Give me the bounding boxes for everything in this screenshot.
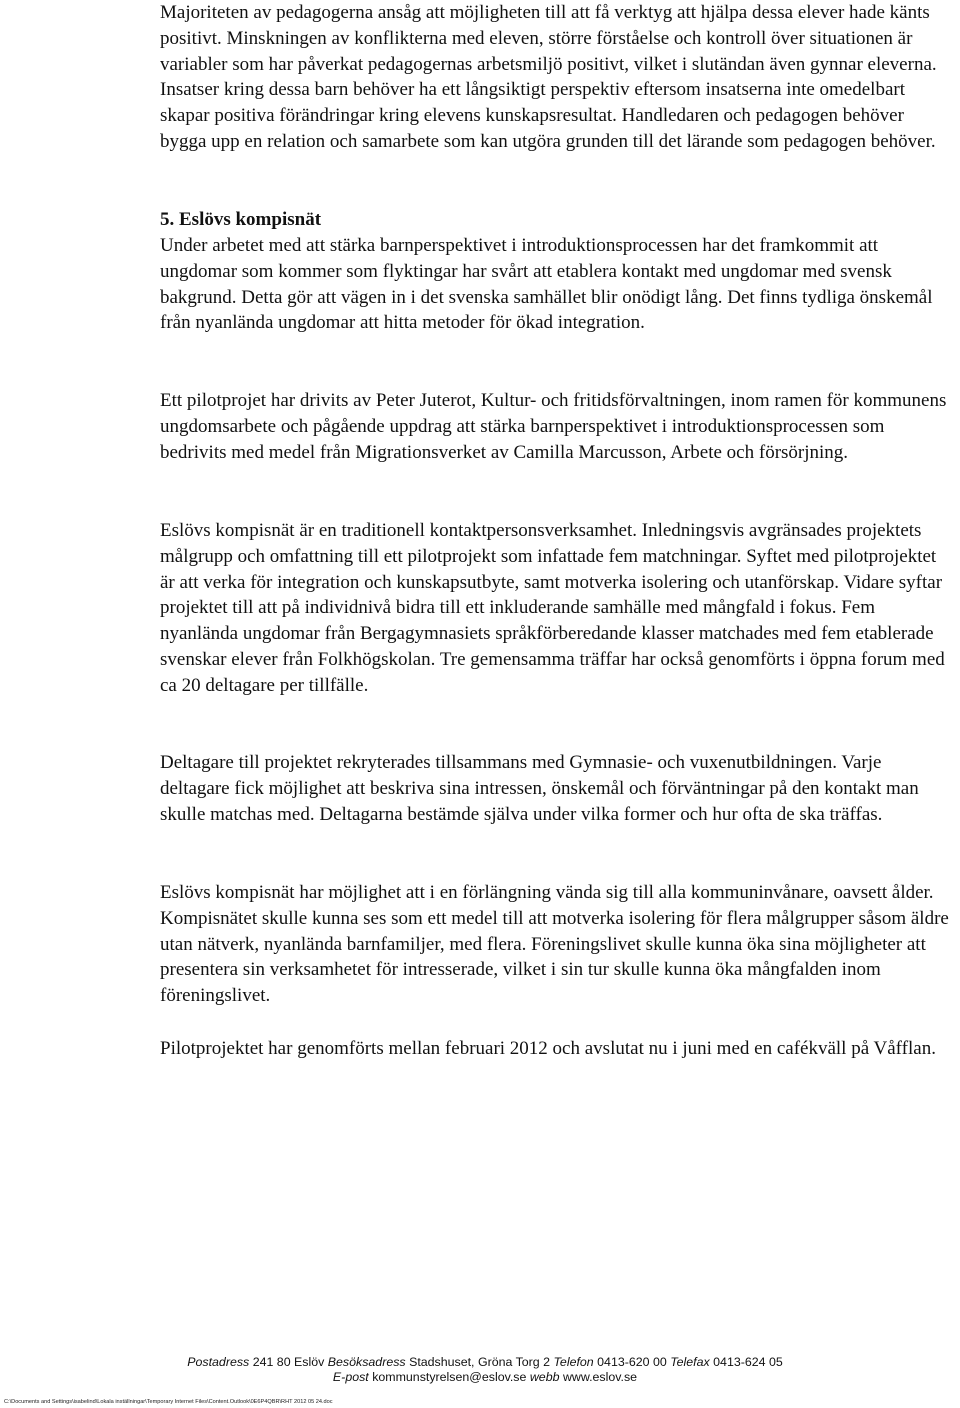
postadress-value: 241 80 Eslöv: [252, 1355, 325, 1369]
paragraph-text: Majoriteten av pedagogerna ansåg att möjligheten till att få verktyg att hjälpa dessa elever hade känts positivt. Minskningen av konflikterna med eleven, större förståelse och kontroll över situationen är variabler som har påverkat pedagogernas arbetsmiljö positivt, vilket i slutändan även gynnar eleverna. Insatser kring dessa barn behöver ha ett långsiktigt perspektiv eftersom insatserna inte omedelbart skapar positiva förändringar kring elevens kunskapsresultat. Handledaren och pedagogen behöver bygga upp en relation och samarbete som kan utgöra grunden till det lärande som pedagogen behöver.: [160, 2, 937, 152]
footer-contact-line: [160, 1369, 810, 1385]
epost-label: E-post: [332, 1370, 369, 1384]
paragraph-text: Ett pilotprojet har drivits av Peter Juterot, Kultur- och fritidsförvaltningen, inom ramen för kommunens ungdomsarbete och pågående uppdrag att stärka barnperspektivet i introduktionsprocessen som bedrivits med medel från Migrationsverket av Camilla Marcusson, Arbete och försörjning.: [160, 390, 947, 463]
epost-link[interactable]: kommunstyrelsen@eslov.se: [372, 1370, 527, 1384]
paragraph-text: Pilotprojektet har genomförts mellan februari 2012 och avslutat nu i juni med en cafékväll på Våfflan.: [160, 1038, 936, 1059]
paragraph-recruitment: [160, 750, 950, 827]
telefon-label: Telefon: [553, 1355, 594, 1369]
besoksadress-label: Besöksadress: [327, 1355, 406, 1369]
paragraph-text: Eslövs kompisnät är en traditionell kontaktpersonsverksamhet. Inledningsvis avgränsades projektets målgrupp och omfattning till ett pilotprojekt som infattade fem matchningar. Syftet med pilotprojektet är att verka för integration och kunskapsutbyte, samt motverka isolering och utanförskap. Vidare syftar projektet till att på individnivå bidra till ett inkluderande samhälle med mångfald i fokus. Fem nyanlända ungdomar från Bergagymnasiets språkförberedande klasser matchades med fem etablerade svenskar elever från Folkhögskolan. Tre gemensamma träffar har också genomförts i öppna forum med ca 20 deltagare per tillfälle.: [160, 520, 945, 696]
paragraph-pilot-project: [160, 388, 950, 465]
paragraph-text: Under arbetet med att stärka barnperspektivet i introduktionsprocessen har det framkommit att ungdomar som kommer som flyktingar har svårt att etablera kontakt med ungdomar med svensk bakgrund. Detta gör att vägen in i det svenska samhället blir onödigt lång. Det finns tydliga önskemål från nyanlända ungdomar att hitta metoder för ökad integration.: [160, 235, 933, 334]
paragraph-text: Deltagare till projektet rekryterades tillsammans med Gymnasie- och vuxenutbildningen. Varje deltagare fick möjlighet att beskriva sina intressen, önskemål och förväntningar på den kontakt man skulle matchas med. Deltagarna bestämde själva under vilka former och hur ofta de ska träffas.: [160, 752, 919, 825]
paragraph-extension: [160, 880, 950, 1009]
telefax-label: Telefax: [670, 1355, 710, 1369]
paragraph-conclusion: [160, 0, 950, 155]
paragraph-text: Eslövs kompisnät har möjlighet att i en förlängning vända sig till alla kommuninvånare, oavsett ålder. Kompisnätet skulle kunna ses som ett medel till att motverka isolering för flera målgrupper såsom äldre utan nätverk, nyanlända barnfamiljer, med flera. Föreningslivet skulle kunna öka sina möjligheter att presentera sin verksamhetet för intresserade, vilket i sin tur skulle kunna öka mångfalden inom föreningslivet.: [160, 882, 949, 1007]
heading-text: 5. Eslövs kompisnät: [160, 209, 322, 230]
file-path: C:\Documents and Settings\isabelind\Lokala inställningar\Temporary Internet Files\Content.Outlook\0E6P4QBR\RHT 2012 05 24.doc: [4, 1399, 333, 1405]
postadress-label: Postadress: [187, 1355, 250, 1369]
paragraph-timeline: [160, 1036, 950, 1062]
besoksadress-value: Stadshuset, Gröna Torg 2: [409, 1355, 551, 1369]
paragraph-background: [160, 233, 950, 336]
paragraph-kompisnat-description: [160, 518, 950, 699]
webb-label: webb: [529, 1370, 560, 1384]
telefax-value: 0413-624 05: [713, 1355, 783, 1369]
footer-address-line: [160, 1354, 810, 1370]
telefon-value: 0413-620 00: [597, 1355, 667, 1369]
section-heading: [160, 207, 950, 233]
webb-link[interactable]: www.eslov.se: [562, 1370, 638, 1384]
